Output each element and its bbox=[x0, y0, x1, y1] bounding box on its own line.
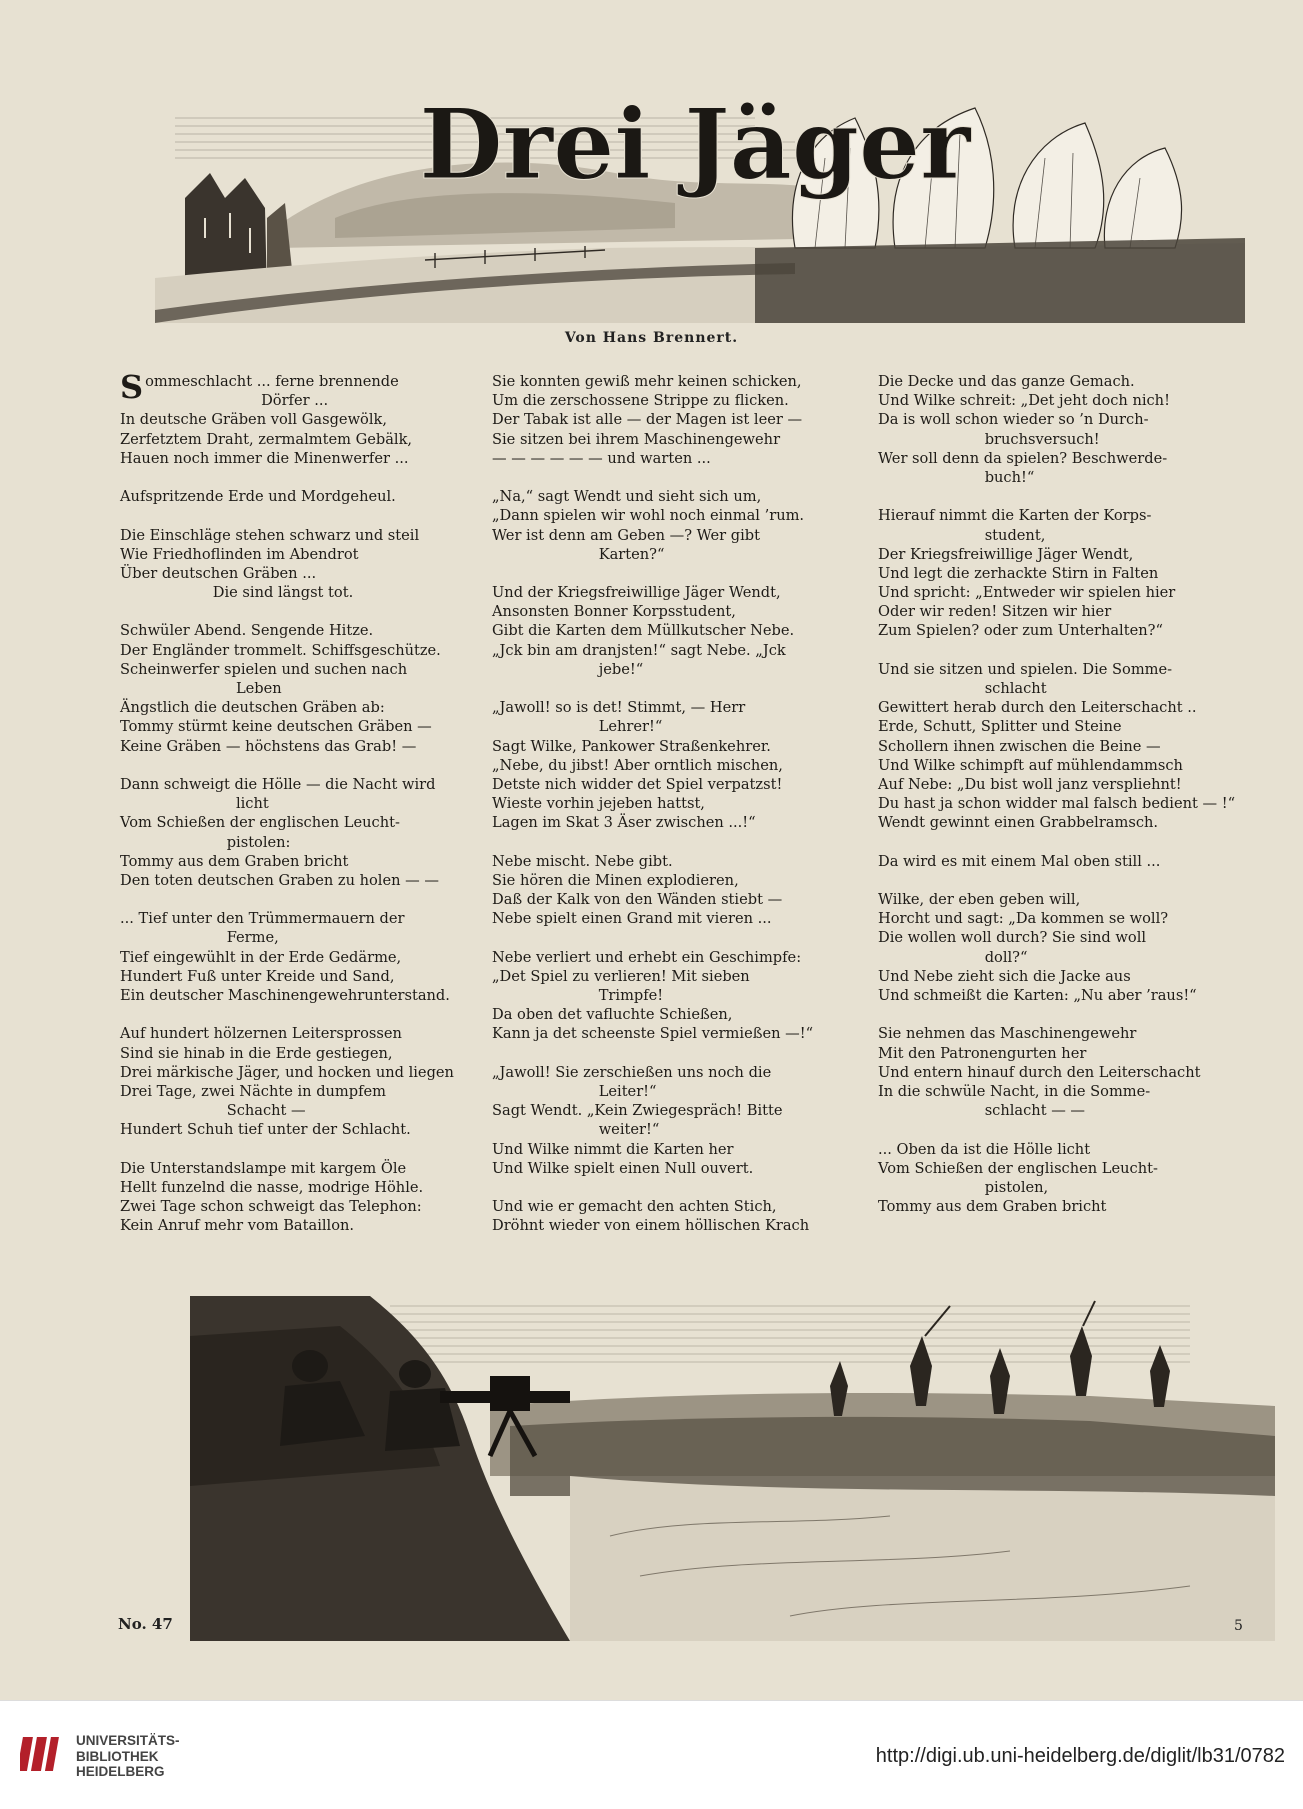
poem-line: Sie nehmen das Maschinengewehr bbox=[878, 1025, 1137, 1043]
trench-battle-illustration bbox=[190, 1296, 1275, 1641]
poem-line bbox=[878, 487, 1244, 506]
poem-line: Sie hören die Minen explodieren, bbox=[492, 871, 739, 889]
poem-line: Hundert Schuh tief unter der Schlacht. bbox=[120, 1121, 411, 1139]
library-name-line-3: HEIDELBERG bbox=[76, 1764, 165, 1779]
poem-line: Und wie er gemacht den achten Stich, bbox=[492, 1198, 777, 1216]
poem-line: Keine Gräben — höchstens das Grab! — bbox=[120, 737, 417, 755]
poem-line: Dröhnt wieder von einem höllischen Krach bbox=[492, 1217, 810, 1235]
poem-line: Mit den Patronengurten her bbox=[878, 1044, 1087, 1062]
poem-line: Schollern ihnen zwischen die Beine — bbox=[878, 737, 1161, 755]
poem-line: Wendt gewinnt einen Grabbelramsch. bbox=[878, 814, 1159, 832]
poem-line: „Dann spielen wir wohl noch einmal ’rum. bbox=[492, 507, 805, 525]
poem-line: Schacht — bbox=[120, 1102, 306, 1120]
poem-line: Über deutschen Gräben ... bbox=[120, 564, 317, 582]
poem-line: Um die zerschossene Strippe zu flicken. bbox=[492, 392, 789, 410]
poem-line bbox=[120, 756, 480, 775]
byline: Von Hans Brennert. bbox=[564, 330, 739, 346]
poem-line bbox=[120, 506, 480, 525]
poem-line: Ein deutscher Maschinengewehrunterstand. bbox=[120, 987, 450, 1004]
poem-line: schlacht bbox=[878, 680, 1047, 697]
poem-line bbox=[492, 679, 852, 698]
poem-line: Oder wir reden! Sitzen wir hier bbox=[878, 603, 1112, 621]
poem-line: Nebe verliert und erhebt ein Geschimpfe: bbox=[492, 948, 802, 966]
poem-line bbox=[492, 468, 852, 487]
poem-line: Und spricht: „Entweder wir spielen hier bbox=[878, 584, 1176, 602]
poem-line: — — — — — — und warten ... bbox=[492, 449, 711, 467]
poem-line: Sie konnten gewiß mehr keinen schicken, bbox=[492, 373, 802, 390]
poem-line: Ferme, bbox=[120, 929, 279, 947]
poem-line: „Nebe, du jibst! Aber orntlich mischen, bbox=[492, 756, 783, 774]
poem-line: Horcht und sagt: „Da kommen se woll? bbox=[878, 910, 1169, 928]
poem-line: Daß der Kalk von den Wänden stiebt — bbox=[492, 891, 783, 909]
poem-line: In die schwüle Nacht, in die Somme- bbox=[878, 1082, 1151, 1100]
poem-line: Die Unterstandslampe mit kargem Öle bbox=[120, 1159, 407, 1177]
poem-line: Leiter!“ bbox=[492, 1082, 657, 1100]
poem-line: Dann schweigt die Hölle — die Nacht wird bbox=[120, 775, 436, 793]
poem-line: licht bbox=[120, 795, 269, 813]
poem-line: bruchsversuch! bbox=[878, 430, 1100, 448]
poem-line: „Det Spiel zu verlieren! Mit sieben bbox=[492, 967, 750, 985]
poem-line: Der Tabak ist alle — der Magen ist leer — bbox=[492, 411, 803, 429]
poem-line: Und Wilke schimpft auf mühlendammsch bbox=[878, 756, 1183, 774]
poem-line: „Jawoll! so is det! Stimmt, — Herr bbox=[492, 699, 746, 717]
poem-line: Und entern hinauf durch den Leiterschacht bbox=[878, 1063, 1201, 1081]
poem-line: Auf hundert hölzernen Leitersprossen bbox=[120, 1025, 402, 1043]
poem-line: Vom Schießen der englischen Leucht- bbox=[120, 814, 400, 832]
poem-line: doll?“ bbox=[878, 948, 1028, 966]
poem-line bbox=[120, 890, 480, 909]
poem-line: Du hast ja schon widder mal falsch bedient — !“ bbox=[878, 795, 1236, 813]
poem-line: Und Wilke nimmt die Karten her bbox=[492, 1140, 734, 1158]
drop-cap: S bbox=[120, 368, 144, 406]
poem-line: Tommy aus dem Graben bricht bbox=[878, 1198, 1107, 1216]
poem-line: schlacht — — bbox=[878, 1102, 1086, 1120]
poem-line: Und legt die zerhackte Stirn in Falten bbox=[878, 564, 1159, 582]
poem-line: Sie sitzen bei ihrem Maschinengewehr bbox=[492, 430, 781, 448]
poem-line: Und Wilke schreit: „Det jeht doch nich! bbox=[878, 392, 1170, 410]
poem-line: Nebe mischt. Nebe gibt. bbox=[492, 852, 673, 870]
poem-line: Lagen im Skat 3 Äser zwischen ...!“ bbox=[492, 814, 756, 832]
poem-line: Hierauf nimmt die Karten der Korps- bbox=[878, 507, 1152, 525]
poem-line bbox=[120, 602, 480, 621]
poem-line: Lehrer!“ bbox=[492, 718, 663, 736]
library-name bbox=[76, 1733, 180, 1780]
poem-column-3 bbox=[878, 372, 1244, 1216]
poem-line: Detste nich widder det Spiel verpatzst! bbox=[492, 775, 783, 793]
poem-line: pistolen, bbox=[878, 1178, 1049, 1196]
poem-line bbox=[878, 1005, 1244, 1024]
poem-line: Da is woll schon wieder so ’n Durch- bbox=[878, 411, 1149, 429]
poem-line: Hellt funzelnd die nasse, modrige Höhle. bbox=[120, 1178, 424, 1196]
poem-line bbox=[120, 1005, 480, 1024]
poem-line: Sind sie hinab in die Erde gestiegen, bbox=[120, 1044, 393, 1062]
poem-line bbox=[120, 1140, 480, 1159]
poem-line: Hundert Fuß unter Kreide und Sand, bbox=[120, 967, 395, 985]
poem-line bbox=[878, 1120, 1244, 1139]
poem-line: Tief eingewühlt in der Erde Gedärme, bbox=[120, 948, 402, 966]
poem-line bbox=[492, 1178, 852, 1197]
poem-line: Sagt Wilke, Pankower Straßenkehrer. bbox=[492, 737, 771, 755]
poem-line: Gibt die Karten dem Müllkutscher Nebe. bbox=[492, 622, 795, 640]
poem-line: Hauen noch immer die Minenwerfer ... bbox=[120, 449, 409, 467]
poem-line: Wie Friedhoflinden im Abendrot bbox=[120, 545, 359, 563]
poem-line: Wer soll denn da spielen? Beschwerde- bbox=[878, 449, 1168, 467]
poem-line: Und sie sitzen und spielen. Die Somme- bbox=[878, 660, 1173, 678]
poem-line: Den toten deutschen Graben zu holen — — bbox=[120, 871, 439, 889]
poem-line: student, bbox=[878, 526, 1046, 544]
poem-column-2 bbox=[492, 372, 852, 1235]
page-title: Drei Jäger bbox=[419, 88, 971, 201]
issue-number: No. 47 bbox=[118, 1615, 173, 1633]
poem-line: Scheinwerfer spielen und suchen nach bbox=[120, 660, 408, 678]
poem-line: „Na,“ sagt Wendt und sieht sich um, bbox=[492, 488, 762, 506]
poem-column-1 bbox=[120, 368, 480, 1235]
poem-line: weiter!“ bbox=[492, 1121, 660, 1139]
poem-line bbox=[492, 833, 852, 852]
poem-line: Und Wilke spielt einen Null ouvert. bbox=[492, 1159, 754, 1177]
poem-line: Und schmeißt die Karten: „Nu aber ’raus!“ bbox=[878, 987, 1197, 1004]
poem-line: Erde, Schutt, Splitter und Steine bbox=[878, 718, 1122, 736]
title-illustration bbox=[155, 78, 1245, 323]
poem-line: Drei Tage, zwei Nächte in dumpfem bbox=[120, 1082, 386, 1100]
poem-line: Zerfetztem Draht, zermalmtem Gebälk, bbox=[120, 430, 413, 448]
poem-line: Aufspritzende Erde und Mordgeheul. bbox=[120, 488, 396, 506]
poem-line: Wieste vorhin jejeben hattst, bbox=[492, 795, 705, 813]
poem-line: Nebe spielt einen Grand mit vieren ... bbox=[492, 910, 772, 928]
poem-line: buch!“ bbox=[878, 468, 1035, 486]
poem-line: Zwei Tage schon schweigt das Telephon: bbox=[120, 1198, 422, 1216]
page-number: 5 bbox=[1234, 1618, 1243, 1634]
poem-line bbox=[492, 928, 852, 947]
poem-line: Tommy stürmt keine deutschen Gräben — bbox=[120, 718, 432, 736]
poem-line: Kein Anruf mehr vom Bataillon. bbox=[120, 1217, 355, 1235]
poem-line bbox=[878, 833, 1244, 852]
poem-line: Wilke, der eben geben will, bbox=[878, 891, 1081, 909]
poem-line: Vom Schießen der englischen Leucht- bbox=[878, 1159, 1158, 1177]
poem-line: Ansonsten Bonner Korpsstudent, bbox=[492, 603, 736, 621]
poem-line bbox=[120, 468, 480, 487]
poem-line: Zum Spielen? oder zum Unterhalten?“ bbox=[878, 622, 1163, 640]
poem-line: Da oben det vafluchte Schießen, bbox=[492, 1006, 733, 1024]
poem-line: Trimpfe! bbox=[492, 987, 664, 1004]
poem-line: ommeschlacht ... ferne brennende bbox=[145, 373, 399, 390]
poem-line: Der Kriegsfreiwillige Jäger Wendt, bbox=[878, 545, 1134, 563]
poem-line: Da wird es mit einem Mal oben still ... bbox=[878, 852, 1161, 870]
poem-line: pistolen: bbox=[120, 833, 291, 851]
poem-line: Und Nebe zieht sich die Jacke aus bbox=[878, 967, 1131, 985]
poem-line: Dörfer ... bbox=[145, 392, 329, 410]
poem-line: Die wollen woll durch? Sie sind woll bbox=[878, 929, 1147, 947]
library-name-line-1: UNIVERSITÄTS- bbox=[76, 1733, 180, 1748]
poem-line bbox=[878, 641, 1244, 660]
library-name-line-2: BIBLIOTHEK bbox=[76, 1748, 159, 1764]
source-url-link[interactable]: http://digi.ub.uni-heidelberg.de/diglit/lb31/0782 bbox=[875, 1745, 1285, 1767]
poem-line: Karten?“ bbox=[492, 545, 665, 563]
poem-line: jebe!“ bbox=[492, 660, 644, 678]
poem-line bbox=[492, 1044, 852, 1063]
poem-line: Die sind längst tot. bbox=[120, 584, 354, 602]
poem-line: In deutsche Gräben voll Gasgewölk, bbox=[120, 411, 387, 429]
poem-line: ... Oben da ist die Hölle licht bbox=[878, 1140, 1091, 1158]
poem-line bbox=[878, 871, 1244, 890]
poem-line: Sagt Wendt. „Kein Zwiegespräch! Bitte bbox=[492, 1102, 783, 1120]
poem-line: Schwüler Abend. Sengende Hitze. bbox=[120, 622, 374, 640]
poem-line: Der Engländer trommelt. Schiffsgeschütze. bbox=[120, 641, 441, 659]
poem-line: Leben bbox=[120, 680, 282, 697]
poem-line: Auf Nebe: „Du bist woll janz verspliehnt! bbox=[878, 775, 1182, 793]
poem-line: „Jck bin am dranjsten!“ sagt Nebe. „Jck bbox=[492, 641, 786, 659]
poem-line: Ängstlich die deutschen Gräben ab: bbox=[120, 699, 385, 717]
poem-line: „Jawoll! Sie zerschießen uns noch die bbox=[492, 1063, 772, 1081]
library-footer bbox=[0, 1700, 1303, 1809]
poem-line: Die Einschläge stehen schwarz und steil bbox=[120, 526, 420, 544]
poem-line bbox=[492, 564, 852, 583]
poem-line: Die Decke und das ganze Gemach. bbox=[878, 373, 1135, 390]
poem-line: ... Tief unter den Trümmermauern der bbox=[120, 910, 405, 928]
library-logo-icon bbox=[20, 1731, 68, 1779]
poem-line: Gewittert herab durch den Leiterschacht .. bbox=[878, 699, 1197, 717]
poem-line: Und der Kriegsfreiwillige Jäger Wendt, bbox=[492, 584, 781, 602]
poem-line: Tommy aus dem Graben bricht bbox=[120, 852, 349, 870]
poem-line: Drei märkische Jäger, und hocken und liegen bbox=[120, 1063, 454, 1081]
poem-line: Wer ist denn am Geben —? Wer gibt bbox=[492, 526, 760, 544]
poem-line: Kann ja det scheenste Spiel vermießen —!“ bbox=[492, 1025, 814, 1043]
